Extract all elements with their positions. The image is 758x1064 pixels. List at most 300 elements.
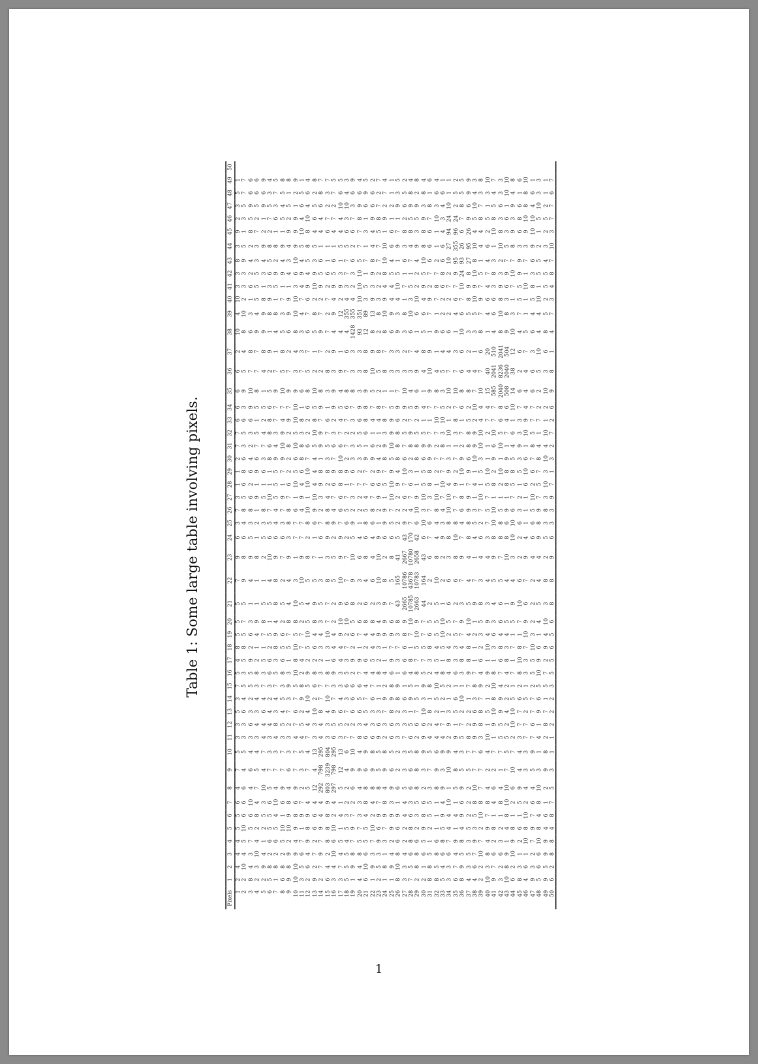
table-cell: 2	[395, 750, 402, 754]
table-cell: 9	[478, 684, 485, 688]
table-cell: 1	[357, 645, 364, 650]
table-cell: 6	[369, 444, 376, 448]
table-cell: 7	[382, 349, 389, 354]
table-cell: 8	[286, 521, 293, 525]
table-cell: 5	[440, 405, 447, 410]
table-cell: 3	[235, 697, 242, 701]
table-cell: 2	[498, 258, 504, 263]
table-cell: 10	[408, 618, 415, 626]
table-cell: 4	[312, 482, 319, 487]
table-cell: 9	[459, 813, 466, 818]
table-cell: 8	[465, 535, 472, 540]
column-header: 21	[226, 592, 235, 615]
table-cell: 9	[421, 684, 428, 688]
table-cell: 9	[504, 271, 511, 276]
table-cell: 1	[446, 444, 453, 448]
table-cell: 3	[542, 601, 549, 606]
table-cell: 5	[427, 800, 434, 805]
table-cell: 2	[433, 258, 440, 263]
table-cell: 5	[472, 521, 479, 525]
table-cell: 3	[517, 244, 524, 248]
table-cell: 3	[241, 444, 248, 448]
table-cell: 9	[369, 216, 376, 221]
table-cell: 7	[305, 735, 312, 740]
table-cell: 3	[241, 735, 248, 740]
table-cell: 1	[440, 178, 447, 182]
table-cell: 4	[453, 813, 460, 818]
table-cell: 4	[305, 601, 312, 606]
table-cell: 3	[357, 578, 364, 583]
table-cell: 6	[267, 444, 274, 448]
table-cell: 2	[312, 697, 319, 701]
table-cell: 4	[421, 369, 428, 373]
table-cell: 8	[530, 284, 537, 289]
table-cell: 4	[337, 658, 344, 662]
table-cell: 6	[248, 191, 255, 195]
table-cell: 3	[318, 645, 325, 650]
table-cell: 9	[318, 444, 325, 448]
column-header: 11	[226, 731, 235, 744]
column-header: 30	[226, 452, 235, 465]
column-header: 43	[226, 254, 235, 267]
table-cell: 6	[395, 786, 402, 790]
table-cell: 9	[446, 469, 453, 474]
table-cell: 3	[337, 271, 344, 276]
table-cell: 6	[504, 521, 511, 525]
column-header: 5	[226, 822, 235, 835]
table-cell: 6	[337, 508, 344, 512]
row-header: 44	[510, 890, 517, 897]
table-cell: 4	[421, 297, 428, 301]
table-cell: 3	[376, 852, 383, 856]
table-cell: 3	[286, 671, 293, 675]
table-cell: 27	[465, 257, 472, 265]
table-cell: 4	[523, 877, 530, 882]
table-cell: 5	[485, 709, 492, 714]
table-cell: 5	[357, 444, 364, 448]
table-cell: 510	[491, 346, 498, 357]
table-cell: 5	[414, 697, 421, 701]
table-cell: 5	[382, 482, 389, 487]
table-cell: 9	[440, 786, 447, 790]
table-cell: 8	[542, 750, 549, 754]
table-cell: 8	[549, 271, 556, 276]
table-cell: 1	[504, 204, 511, 208]
table-cell: 6	[331, 258, 338, 263]
table-cell: 3	[369, 722, 376, 727]
table-cell: 7	[401, 284, 408, 289]
table-cell: 3	[357, 813, 364, 818]
table-cell: 9	[389, 865, 396, 869]
row-header: 12	[305, 890, 312, 897]
table-cell: 6	[433, 839, 440, 843]
table-cell: 3	[248, 431, 255, 435]
table-cell: 9	[337, 601, 344, 606]
table-cell: 5	[325, 444, 332, 448]
table-cell: 5	[363, 839, 370, 843]
table-cell: 5	[235, 632, 242, 637]
table-cell: 9	[376, 495, 383, 500]
table-cell: 2	[542, 229, 549, 234]
column-header: 9	[226, 760, 235, 780]
table-cell: 4	[465, 555, 472, 560]
table-cell: 10	[408, 310, 415, 318]
table-cell: 1	[510, 632, 517, 637]
table-cell: 4	[331, 800, 338, 805]
table-cell: 8	[299, 444, 306, 448]
table-cell: 8	[414, 750, 421, 754]
table-cell: 4	[325, 709, 332, 714]
table-cell: 94	[446, 228, 453, 235]
table-cell: 4	[376, 418, 383, 422]
table-cell: 6	[363, 601, 370, 606]
table-cell: 5	[498, 508, 504, 512]
table-cell: 10	[491, 228, 498, 235]
table-cell: 4	[433, 722, 440, 727]
table-cell: 8	[530, 444, 537, 448]
table-cell: 8	[465, 271, 472, 276]
table-cell: 7	[465, 684, 472, 688]
table-cell: 7	[459, 632, 466, 637]
table-cell: 7	[273, 768, 280, 772]
table-cell: 3	[395, 735, 402, 740]
table-cell: 8	[414, 444, 421, 448]
table-cell: 3	[337, 735, 344, 740]
table-cell: 5	[459, 768, 466, 772]
table-cell: 7	[318, 684, 325, 688]
table-cell: 9	[369, 349, 376, 354]
table-cell: 4	[318, 632, 325, 637]
table-cell: 10	[312, 429, 319, 437]
table-cell: 10	[235, 295, 242, 303]
table-cell: 5	[254, 431, 261, 435]
table-cell: 1	[510, 684, 517, 688]
table-cell: 4	[542, 826, 549, 830]
table-cell: 10	[478, 387, 485, 395]
table-cell: 4	[369, 535, 376, 540]
table-cell: 9	[369, 865, 376, 869]
table-cell: 4	[485, 312, 492, 316]
table-cell: 6	[267, 671, 274, 675]
table-cell: 2	[421, 877, 428, 882]
table-cell: 3	[459, 750, 466, 754]
table-cell: 1	[530, 178, 537, 182]
table-cell: 2	[273, 852, 280, 856]
table-cell: 10	[433, 215, 440, 223]
table-cell: 9	[337, 632, 344, 637]
table-cell: 8	[491, 482, 498, 487]
table-cell: 4	[267, 722, 274, 727]
table-cell: 5	[376, 750, 383, 754]
table-cell: 3	[453, 349, 460, 354]
table-cell: 5	[549, 632, 556, 637]
table-cell: 1	[498, 457, 504, 461]
row-header: 19	[350, 890, 357, 897]
table-cell: 4	[312, 469, 319, 474]
table-cell: 8	[363, 800, 370, 805]
table-cell: 6	[414, 722, 421, 727]
table-cell: 7	[376, 258, 383, 263]
table-cell: 8	[498, 535, 504, 540]
table-cell: 7	[376, 204, 383, 208]
table-cell: 1	[254, 482, 261, 487]
table-cell: 1	[254, 645, 261, 650]
table-cell: 8	[504, 469, 511, 474]
table-cell: 6	[401, 457, 408, 461]
table-cell: 7	[260, 632, 267, 637]
table-cell: 8	[498, 405, 504, 410]
table-cell: 5	[478, 469, 485, 474]
table-cell: 5	[376, 768, 383, 772]
table-cell: 6	[465, 204, 472, 208]
table-cell: 1	[485, 722, 492, 727]
table-cell: 5	[504, 735, 511, 740]
table-cell: 7	[382, 709, 389, 714]
table-cell: 6	[305, 405, 312, 410]
table-cell: 8	[350, 852, 357, 856]
table-cell: 6	[363, 768, 370, 772]
table-cell: 5	[254, 204, 261, 208]
column-header: 32	[226, 427, 235, 440]
table-cell: 3	[485, 865, 492, 869]
table-cell: 2	[254, 658, 261, 662]
table-cell: 7	[350, 216, 357, 221]
table-cell: 6	[273, 535, 280, 540]
table-cell: 1	[433, 312, 440, 316]
table-cell: 9	[440, 535, 447, 540]
table-cell: 7	[382, 191, 389, 195]
table-cell: 3	[293, 284, 299, 289]
table-cell: 1	[472, 555, 479, 560]
table-cell: 3	[235, 735, 242, 740]
table-cell: 15	[485, 387, 492, 395]
table-cell: 1	[523, 444, 530, 448]
table-cell: 2	[235, 349, 242, 354]
table-cell: 9	[453, 839, 460, 843]
table-cell: 8	[427, 865, 434, 869]
table-cell: 1	[337, 349, 344, 354]
table-cell: 7	[299, 800, 306, 805]
table-cell: 4	[472, 229, 479, 234]
table-cell: 9	[325, 800, 332, 805]
table-cell: 8	[536, 457, 543, 461]
table-cell: 5	[350, 535, 357, 540]
table-cell: 7	[530, 697, 537, 701]
table-cell: 10	[401, 387, 408, 395]
table-cell: 10	[305, 468, 312, 476]
table-cell: 6	[235, 369, 242, 373]
table-cell: 5	[254, 768, 261, 772]
table-cell: 7	[299, 645, 306, 650]
table-cell: 8	[465, 444, 472, 448]
table-cell: 9	[286, 418, 293, 422]
table-cell: 7	[504, 431, 511, 435]
table-cell: 12	[312, 784, 319, 792]
table-cell: 8	[241, 330, 248, 334]
table-cell: 6	[305, 330, 312, 334]
table-cell: 3	[453, 431, 460, 435]
table-cell: 5	[286, 645, 293, 650]
table-cell: 7	[357, 671, 364, 675]
table-cell: 8	[459, 204, 466, 208]
table-cell: 2	[530, 482, 537, 487]
table-cell: 7	[305, 768, 312, 772]
table-cell: 2	[376, 389, 383, 393]
table-cell: 2	[478, 865, 485, 869]
table-cell: 7	[241, 191, 248, 195]
table-cell: 9	[293, 244, 299, 248]
table-cell: 4	[459, 645, 466, 650]
table-cell: 8	[408, 444, 415, 448]
table-cell: 9	[280, 244, 287, 248]
table-cell: 6	[369, 191, 376, 195]
table-cell: 8	[267, 431, 274, 435]
table-cell: 3	[235, 521, 242, 525]
table-cell: 9	[280, 431, 287, 435]
table-cell: 3	[491, 284, 498, 289]
table-cell: 1	[433, 813, 440, 818]
table-cell: 6	[235, 418, 242, 422]
table-cell: 9	[382, 601, 389, 606]
table-cell: 6	[427, 178, 434, 182]
table-cell: 5	[401, 431, 408, 435]
column-header: 35	[226, 381, 235, 401]
table-cell: 2	[485, 768, 492, 772]
table-cell: 6	[459, 229, 466, 234]
table-cell: 7	[260, 750, 267, 754]
table-cell: 8	[433, 508, 440, 512]
table-cell: 3	[241, 671, 248, 675]
table-cell: 9	[414, 495, 421, 500]
table-cell: 4	[363, 578, 370, 583]
table-cell: 6	[421, 852, 428, 856]
table-cell: 2	[408, 457, 415, 461]
table-cell: 7	[325, 619, 332, 624]
table-cell: 10	[293, 863, 299, 871]
table-cell: 10	[523, 837, 530, 845]
table-cell: 7	[331, 457, 338, 461]
table-cell: 2	[465, 722, 472, 727]
table-cell: 10	[478, 493, 485, 501]
table-cell: 1	[401, 271, 408, 276]
table-cell: 4	[363, 495, 370, 500]
table-cell: 3	[510, 216, 517, 221]
table-cell: 8	[325, 671, 332, 675]
table-cell: 10	[433, 416, 440, 424]
table-cell: 2	[427, 601, 434, 606]
table-cell: 24	[459, 270, 466, 277]
table-cell: 7	[280, 469, 287, 474]
table-cell: 4	[382, 786, 389, 790]
table-cell: 4	[440, 800, 447, 805]
table-cell: 7	[350, 735, 357, 740]
row-header: 35	[453, 890, 460, 897]
table-cell: 6	[260, 191, 267, 195]
table-cell: 8	[465, 431, 472, 435]
table-cell: 6	[498, 658, 504, 662]
table-cell: 1	[485, 697, 492, 701]
table-cell: 10	[331, 850, 338, 858]
table-cell: 8	[408, 658, 415, 662]
table-cell: 9	[382, 813, 389, 818]
table-cell: 7	[549, 800, 556, 805]
table-cell: 9	[549, 555, 556, 560]
table-cell: 9	[241, 578, 248, 583]
table-cell: 9	[498, 284, 504, 289]
column-header: 22	[226, 569, 235, 592]
table-cell: 10	[478, 811, 485, 819]
table-cell: 8	[312, 671, 319, 675]
table-cell: 6	[363, 852, 370, 856]
table-cell: 2	[376, 658, 383, 662]
table-cell: 6	[459, 369, 466, 373]
table-cell: 9	[491, 877, 498, 882]
table-cell: 3	[517, 431, 524, 435]
table-cell: 6	[446, 578, 453, 583]
table-cell: 3	[408, 469, 415, 474]
table-cell: 3	[530, 271, 537, 276]
table-cell: 9	[465, 191, 472, 195]
table-cell: 7	[491, 865, 498, 869]
table-cell: 4	[299, 312, 306, 316]
table-cell: 10	[530, 215, 537, 223]
table-cell: 3	[369, 709, 376, 714]
table-cell: 7	[273, 684, 280, 688]
table-cell: 1	[536, 431, 543, 435]
table-cell: 8	[414, 671, 421, 675]
table-cell: 5	[376, 369, 383, 373]
table-cell: 1	[376, 521, 383, 525]
table-cell: 5	[363, 709, 370, 714]
table-cell: 10	[389, 442, 396, 450]
table-cell: 8	[421, 191, 428, 195]
table-cell: 7	[517, 405, 524, 410]
table-cell: 4	[453, 852, 460, 856]
table-cell: 9	[504, 457, 511, 461]
table-cell: 1	[440, 709, 447, 714]
table-cell: 6	[325, 418, 332, 422]
table-cell: 1	[427, 191, 434, 195]
table-cell: 7	[523, 645, 530, 650]
table-cell: 504	[504, 346, 511, 357]
table-cell: 585	[491, 385, 498, 397]
table-cell: 9	[472, 839, 479, 843]
table-cell: 3	[325, 555, 332, 560]
table-cell: 7	[491, 178, 498, 182]
table-cell: 4	[389, 852, 396, 856]
table-cell: 5	[549, 658, 556, 662]
table-cell: 5	[280, 645, 287, 650]
table-cell: 9	[459, 555, 466, 560]
table-cell: 4	[299, 508, 306, 512]
table-cell: 7	[453, 619, 460, 624]
table-cell: 1	[472, 469, 479, 474]
table-cell: 1	[273, 229, 280, 234]
table-cell: 4	[517, 768, 524, 772]
table-cell: 7	[318, 312, 325, 316]
table-cell: 1	[325, 258, 332, 263]
table-cell: 1	[260, 284, 267, 289]
table-cell: 9	[472, 601, 479, 606]
table-cell: 2	[376, 271, 383, 276]
table-cell: 5	[465, 852, 472, 856]
table-cell: 5	[504, 750, 511, 754]
table-cell: 3	[286, 535, 293, 540]
table-cell: 6	[312, 645, 319, 650]
column-header: 25	[226, 517, 235, 530]
table-cell: 8	[241, 555, 248, 560]
table-cell: 5	[542, 865, 549, 869]
